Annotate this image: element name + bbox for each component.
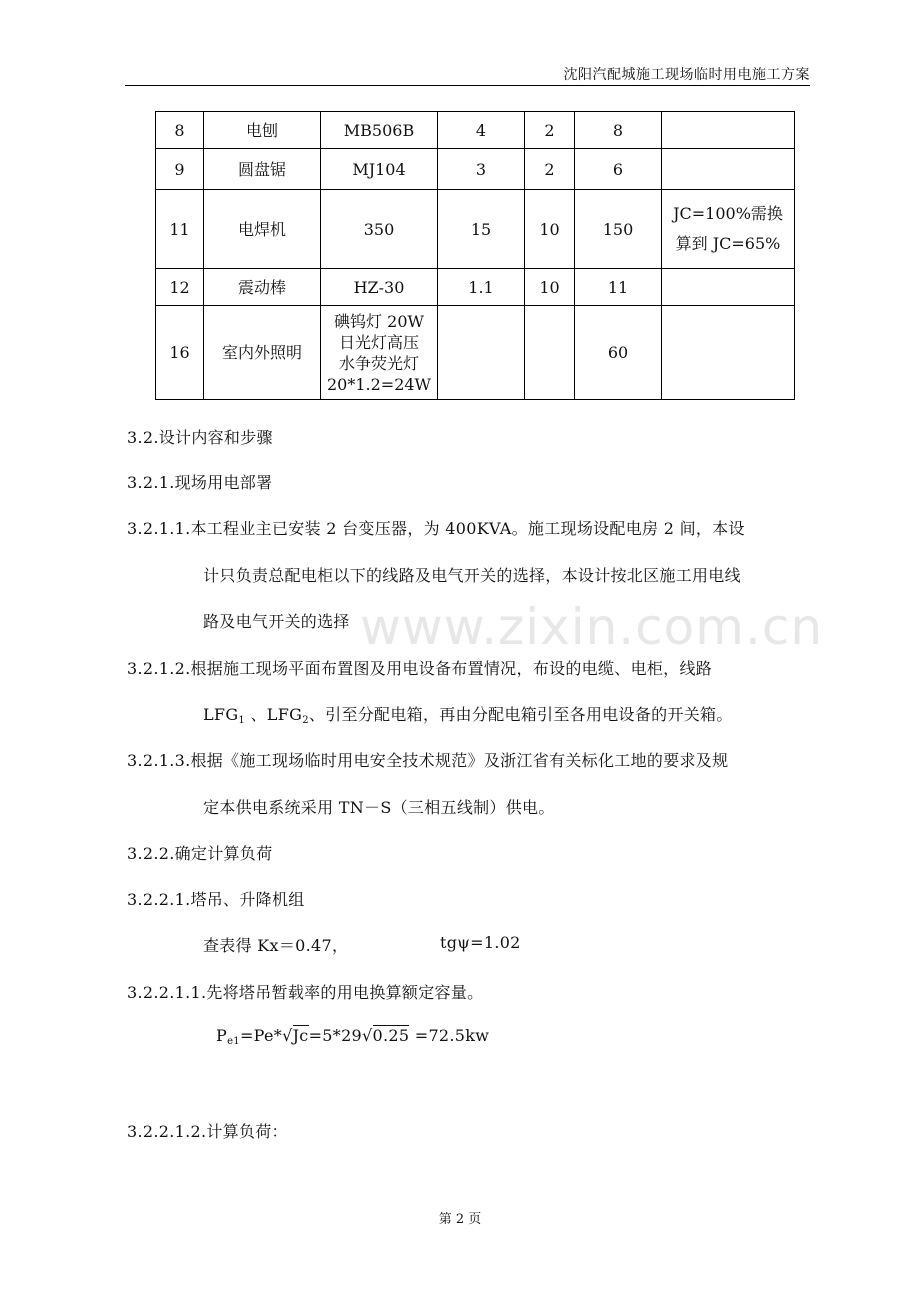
- radicand: Jc: [292, 1026, 309, 1045]
- cell-power: [438, 306, 525, 400]
- remark-line: JC=100%需换: [673, 204, 783, 223]
- cell-no: 12: [156, 269, 204, 306]
- cell-model: [321, 306, 438, 400]
- paragraph-3-2-1-1-line2: 计只负责总配电柜以下的线路及电气开关的选择，本设计按北区施工用电线: [203, 566, 741, 585]
- paragraph-3-2-1-3-line2: 定本供电系统采用 TN－S（三相五线制）供电。: [203, 798, 555, 817]
- header-rule: [125, 85, 810, 86]
- cell-qty: 10: [525, 269, 575, 306]
- lookup-kx: 查表得 Kx＝0.47，: [203, 936, 349, 955]
- table-row: [156, 112, 795, 149]
- cell-remark: [662, 306, 795, 400]
- model-line: 水争荧光灯: [338, 353, 419, 373]
- cell-qty: 2: [525, 112, 575, 149]
- section-heading-3-2-2: 3.2.2.确定计算负荷: [127, 844, 273, 863]
- cell-remark: [662, 269, 795, 306]
- cell-qty: 2: [525, 149, 575, 190]
- cell-name: 室内外照明: [204, 306, 321, 400]
- cell-power: 1.1: [438, 269, 525, 306]
- paragraph-3-2-1-1-line3: 路及电气开关的选择: [203, 612, 350, 631]
- paragraph-3-2-1-3-line1: 3.2.1.3.根据《施工现场临时用电安全技术规范》及浙江省有关标化工地的要求及规: [127, 751, 729, 770]
- table-row: [156, 306, 795, 400]
- watermark: www.zixin.com.cn: [360, 598, 824, 656]
- cell-power: 4: [438, 112, 525, 149]
- paragraph-3-2-1-2-line1: 3.2.1.2.根据施工现场平面布置图及用电设备布置情况，布设的电缆、电柜，线路: [127, 659, 713, 678]
- section-heading-3-2-2-1: 3.2.2.1.塔吊、升降机组: [127, 890, 305, 909]
- cell-model: MB506B: [321, 112, 438, 149]
- cell-name: 圆盘锯: [204, 149, 321, 190]
- cell-remark: [662, 112, 795, 149]
- cell-power: 3: [438, 149, 525, 190]
- page-header-title: 沈阳汽配城施工现场临时用电施工方案: [563, 67, 810, 83]
- cell-no: 11: [156, 190, 204, 269]
- cell-total: 8: [575, 112, 662, 149]
- cell-remark: [662, 149, 795, 190]
- cell-name: 震动棒: [204, 269, 321, 306]
- paragraph-3-2-2-1-2: 3.2.2.1.2.计算负荷：: [127, 1122, 288, 1141]
- paragraph-3-2-1-2-line2: [203, 702, 733, 726]
- formula-pe1: [216, 1026, 489, 1047]
- section-heading-3-2-1: 3.2.1.现场用电部署: [127, 473, 273, 492]
- model-line: 20*1.2=24W: [326, 374, 431, 394]
- subscript: 1: [238, 715, 246, 726]
- paragraph-3-2-2-1-1: 3.2.2.1.1.先将塔吊暂载率的用电换算额定容量。: [127, 983, 484, 1002]
- equipment-table: [155, 111, 795, 400]
- cell-name: 电刨: [204, 112, 321, 149]
- cell-total: 11: [575, 269, 662, 306]
- text-fragment: =72.5kw: [409, 1026, 490, 1045]
- table-row: [156, 149, 795, 190]
- subscript: 2: [302, 715, 309, 726]
- text-fragment: P: [216, 1026, 228, 1045]
- subscript: e1: [227, 1036, 240, 1047]
- cell-total: 150: [575, 190, 662, 269]
- cell-model: HZ-30: [321, 269, 438, 306]
- table-row: [156, 269, 795, 306]
- cell-no: 8: [156, 112, 204, 149]
- remark-line: 算到 JC=65%: [675, 234, 781, 253]
- cell-power: 15: [438, 190, 525, 269]
- text-fragment: 、引至分配电箱，再由分配电箱引至各用电设备的开关箱。: [308, 705, 733, 724]
- cell-qty: [525, 306, 575, 400]
- cell-remark: [662, 190, 795, 269]
- cell-name: 电焊机: [204, 190, 321, 269]
- page-number: 第 2 页: [438, 1212, 482, 1227]
- table-row: [156, 190, 795, 269]
- cell-no: 16: [156, 306, 204, 400]
- text-fragment: 、LFG: [245, 705, 303, 724]
- text-fragment: =Pe*√: [239, 1026, 293, 1045]
- model-line: 碘钨灯 20W: [334, 311, 424, 331]
- model-line: 日光灯高压: [338, 332, 419, 352]
- paragraph-3-2-1-1-line1: 3.2.1.1.本工程业主已安装 2 台变压器，为 400KVA。施工现场设配电房 2 间，本设: [127, 519, 745, 538]
- cell-model: MJ104: [321, 149, 438, 190]
- radicand: 0.25: [372, 1026, 410, 1045]
- text-fragment: =5*29√: [308, 1026, 373, 1045]
- cell-model: 350: [321, 190, 438, 269]
- text-fragment: LFG: [203, 705, 239, 724]
- cell-qty: 10: [525, 190, 575, 269]
- cell-no: 9: [156, 149, 204, 190]
- cell-total: 60: [575, 306, 662, 400]
- section-heading-3-2: 3.2.设计内容和步骤: [127, 428, 273, 447]
- cell-total: 6: [575, 149, 662, 190]
- lookup-tg: tgψ=1.02: [440, 933, 521, 952]
